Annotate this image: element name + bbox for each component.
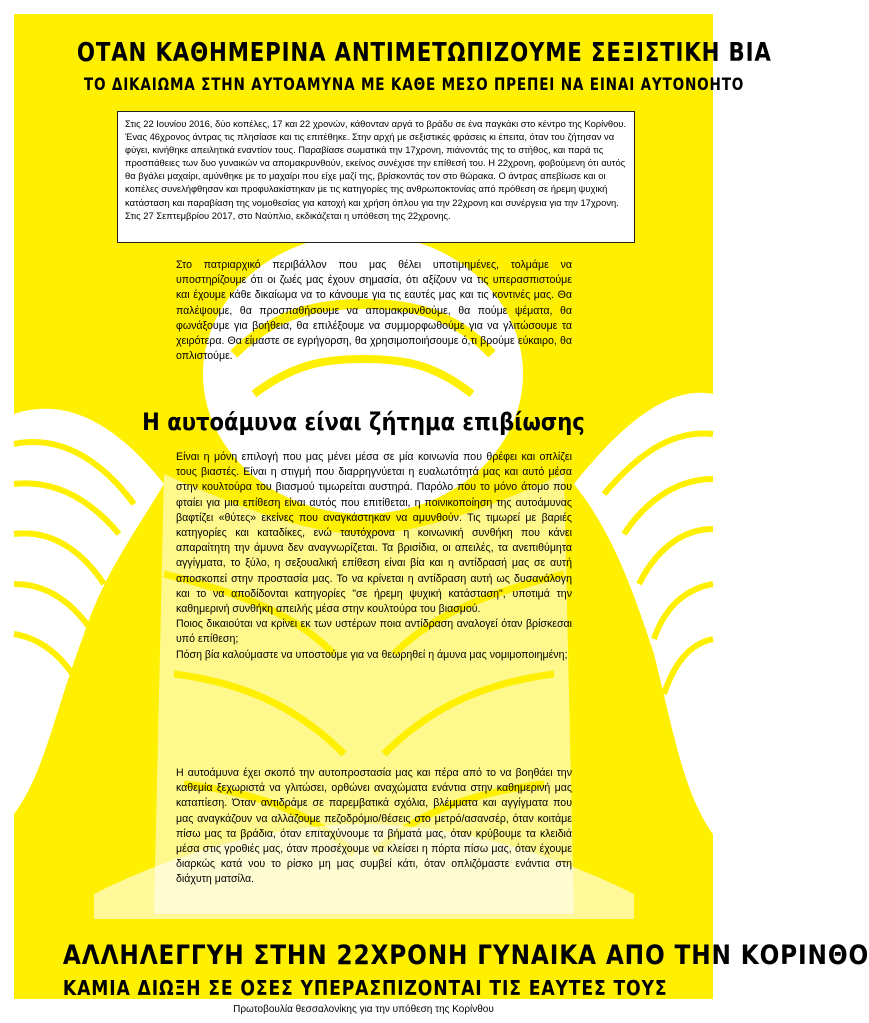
intro-trial-date: Στις 27 Σεπτεμβρίου 2017, στο Ναύπλιο, εκδικάζεται η υπόθεση της 22χρονης. bbox=[125, 209, 451, 221]
credit-line: Πρωτοβουλία θεσσαλονίκης για την υπόθεση της Κορίνθου bbox=[233, 1004, 494, 1015]
footer-slogan-1: ΑΛΛΗΛΕΓΓΥΗ ΣΤΗΝ 22ΧΡΟΝΗ ΓΥΝΑΙΚΑ ΑΠΟ ΤΗΝ ΚΟΡΙΝΘΟ bbox=[62, 940, 869, 971]
intro-box bbox=[117, 111, 635, 243]
body-paragraph-2: Είναι η μόνη επιλογή που μας μένει μέσα σε μία κοινωνία που θρέφει και οπλίζει τους βιαστές. Είναι η στιγμή που διαρρηγνύεται η ευαλωτότητά μας και αυτό μέσα στην κουλτούρα του βιασμού τιμωρείται αυστηρά. Παρόλο που το μόνο άτομο που φταίει για μια επίθεση είναι αυτός που επιτίθεται, η ποινικοποίηση της αυτοάμυνας βαφτίζει «θύτες» εκείνες που αναγκάστηκαν να αμυνθούν. Τις τιμωρεί με βαριές κατηγορίες και καταδίκες, ενώ ταυτόχρονα η κοινωνική συνθήκη που κάνει απαραίτητη την άμυνα δεν αναγνωρίζεται. Τα βρισίδια, οι απειλές, τα ανεπιθύμητα αγγίγματα, το ξύλο, η σεξουαλική επίθεση είναι βία και η αντίδρασή μας σε αυτή αποσκοπεί στην προστασία μας. Το να κρίνεται η αντίδραση αυτή ως δυσανάλογη και το να αποδίδονται κατηγορίες "σε ήρεμη ψυχική κατάσταση", υποτιμά την καθημερινή συνθήκη απειλής μέσα στην κουλτούρα του βιασμού. Ποιος δικαιούται να κρίνει εκ των υστέρων ποια αντίδραση αναλογεί όταν βρίσκεσαι υπό επίθεση; Πόση βία καλούμαστε να υποστούμε για να θεωρηθεί η άμυνα μας νομιμοποιημένη; bbox=[176, 451, 572, 661]
poster-background bbox=[14, 14, 869, 1000]
footer-slogan-2: ΚΑΜΙΑ ΔΙΩΞΗ ΣΕ ΟΣΕΣ ΥΠΕΡΑΣΠΙΖΟΝΤΑΙ ΤΙΣ ΕΑΥΤΕΣ ΤΟΥΣ bbox=[62, 976, 668, 1000]
body-paragraph-3: Η αυτοάμυνα έχει σκοπό την αυτοπροστασία μας και πέρα από το να βοηθάει την καθεμία ξεχωριστά να γλιτώσει, ορθώνει αναχώματα ενάντια στην καθημερινή μας καταπίεση. Όταν αντιδράμε σε παρεμβατικά σχόλια, βλέμματα και αγγίγματα που μας αναγκάζουν να αλλάζουμε πεζοδρόμιο/θέσεις στο μετρό/ασανσέρ, όταν κοιτάμε πίσω μας τα βράδια, όταν επιταχύνουμε τα βήματά μας, όταν κρύβουμε τα κλειδιά μέσα στις γροθιές μας, όταν προσέχουμε να κλείσει η πόρτα πίσω μας, όταν έχουμε διαρκώς κατά νου το ρίσκο μη μας συμβεί κάτι, όταν οπλιζόμαστε ενάντια στη διάχυτη ματσίλα. bbox=[176, 767, 572, 886]
body-paragraph-1: Στο πατριαρχικό περιβάλλον που μας θέλει υποτιμημένες, τολμάμε να υποστηρίζουμε ότι οι ζωές μας έχουν σημασία, ότι αξίζουν να τις υπερασπιστούμε και έχουμε κάθε δικαίωμα να το κάνουμε για τις εαυτές μας και τις κοντινές μας. Θα παλέψουμε, θα προσπαθήσουμε να απομακρυνθούμε, θα πούμε ψέματα, θα φωνάξουμε για βοήθεια, θα επιλέξουμε να συμμορφωθούμε για να γλιτώσουμε τα χειρότερα. Θα είμαστε σε εγρήγορση, θα χρησιμοποιήσουμε ό,τι βρούμε εύκαιρο, θα οπλιστούμε. bbox=[176, 259, 572, 363]
intro-text: Στις 22 Ιουνίου 2016, δύο κοπέλες, 17 και 22 χρονών, κάθονταν αργά το βράδυ σε ένα παγκάκι στο κέντρο της Κορίνθου. Ένας 46χρονος άντρας τις πλησίασε και τις επιτέθηκε. Στην αρχή με σεξιστικές φράσεις κι έπειτα, όταν του ζήτησαν να φύγει, κινήθηκε απειλητικά εναντίον τους. Παραβίασε σωματικά την 17χρονη, πιάνοντάς της το στήθος, και παρά τις προσπάθειες των δυο γυναικών να απομακρυνθούν, εκείνος συνέχισε την επίθεσή του. Η 22χρονη, φοβούμενη ότι αυτός θα βγάλει μαχαίρι, αμύνθηκε με το μαχαίρι που είχε μαζί της, βρίσκοντάς τον στο θώρακα. Ο άντρας απεβίωσε και οι κοπέλες συνελήφθησαν και προφυλακίστηκαν με τις κατηγορίες της ανθρωποκτονίας από πρόθεση σε ήρεμη ψυχική κατάσταση και παραβίαση της νομοθεσίας για κατοχή και χρήση όπλου για την 22χρονη και συνέργεια για την 17χρονη. bbox=[125, 118, 627, 208]
poster-title: ΟΤΑΝ ΚΑΘΗΜΕΡΙΝΑ ΑΝΤΙΜΕΤΩΠΙΖΟΥΜΕ ΣΕΞΙΣΤΙΚΗ ΒΙΑ bbox=[76, 38, 772, 68]
poster-subtitle: ΤΟ ΔΙΚΑΙΩΜΑ ΣΤΗΝ ΑΥΤΟΑΜΥΝΑ ΜΕ ΚΑΘΕ ΜΕΣΟ ΠΡΕΠΕΙ ΝΑ ΕΙΝΑΙ ΑΥΤΟΝΟΗΤΟ bbox=[83, 75, 745, 95]
section-heading: Η αυτοάμυνα είναι ζήτημα επιβίωσης bbox=[142, 408, 585, 436]
